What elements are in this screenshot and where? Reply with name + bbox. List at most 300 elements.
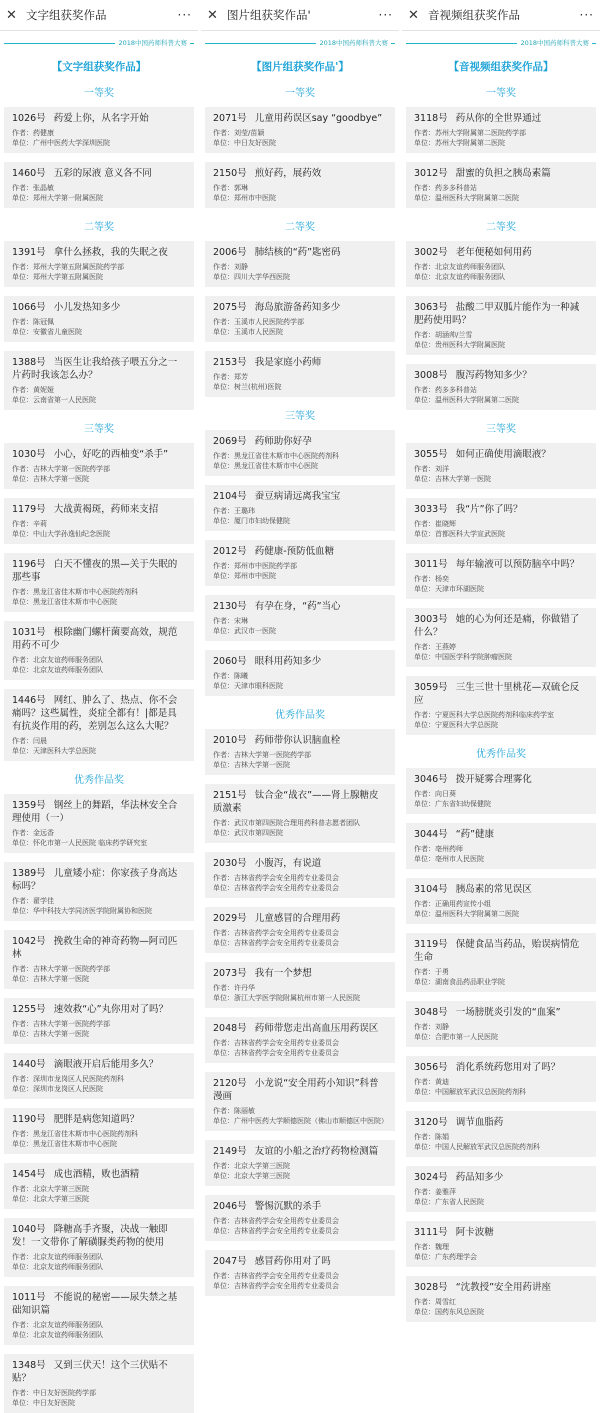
entry-number: 2012号 (213, 546, 247, 557)
entry-author: 作者：刘静 (414, 1023, 449, 1031)
entry-heading (213, 857, 387, 870)
entry-author: 作者：翟学佳 (12, 897, 54, 905)
award-entry[interactable] (406, 162, 596, 208)
entry-author: 作者：刘静 (213, 263, 248, 271)
award-entry[interactable] (4, 621, 194, 680)
article-window-1[interactable] (0, 0, 198, 1407)
award-entry[interactable] (406, 443, 596, 489)
entry-number: 2029号 (213, 913, 247, 924)
entry-unit: 单位：黑龙江省佳木斯市中心医院 (213, 462, 318, 470)
entry-number: 1389号 (12, 868, 46, 879)
award-entry[interactable] (406, 1221, 596, 1267)
entry-title: 降糖高手齐聚，决战一触即发！一文带你了解磺脲类药物的使用 (12, 1224, 168, 1248)
entry-title: 药师助你好孕 (254, 436, 312, 447)
entry-heading (12, 448, 186, 461)
entry-unit: 单位：广东药理学会 (414, 1253, 477, 1261)
entry-title: 友谊的小船之治疗药物检测篇 (254, 1146, 379, 1157)
entry-author: 作者：深圳市龙岗区人民医院药剂科 (12, 1075, 124, 1083)
entry-number: 1011号 (12, 1292, 46, 1303)
award-level-heading: 三等奖 (84, 424, 114, 435)
window-topbar (201, 0, 399, 31)
award-entry[interactable] (4, 862, 194, 921)
entry-author: 作者：刘洋 (414, 465, 449, 473)
entry-unit: 单位：合肥市第一人民医院 (414, 1033, 498, 1041)
entry-title: 阿卡波糖 (455, 1227, 494, 1238)
entry-heading (414, 1171, 588, 1184)
award-entry[interactable] (406, 553, 596, 599)
entry-title: 药健康-预防低血糖 (254, 546, 335, 557)
award-entry[interactable] (406, 1276, 596, 1322)
entry-heading (213, 301, 387, 314)
entry-unit: 单位：吉林大学第一医院 (12, 975, 89, 983)
entry-title: 感冒药你用对了吗 (254, 1256, 331, 1267)
entry-number: 3118号 (414, 113, 448, 124)
award-entry[interactable] (4, 1163, 194, 1209)
entry-author: 作者：刘莹/苗颖 (213, 129, 265, 137)
entry-number: 3120号 (414, 1117, 448, 1128)
entry-author: 作者：北京大学第三医院 (12, 1185, 89, 1193)
entry-author: 作者：郑芳 (213, 373, 248, 381)
entry-heading (12, 935, 186, 961)
entry-author: 作者：黄迪 (414, 1078, 449, 1086)
entry-author: 作者：宁夏医科大学总医院药剂科临床药学室 (414, 711, 554, 719)
entry-author: 作者：郑州市中医院药学部 (213, 562, 297, 570)
entry-author: 作者：周雪红 (414, 1298, 456, 1306)
award-entry[interactable] (406, 498, 596, 544)
award-entry[interactable] (205, 296, 395, 342)
entry-heading (414, 613, 588, 639)
entry-number: 2048号 (213, 1023, 247, 1034)
award-entry[interactable] (4, 1053, 194, 1099)
entry-author: 作者：亳州药师 (414, 845, 463, 853)
entry-heading (213, 246, 387, 259)
entry-title: 五彩的尿液 意义各不同 (53, 168, 152, 179)
entry-title: 拨开疑雾合理雾化 (455, 774, 532, 785)
window-title: 图片组获奖作品' (227, 8, 311, 22)
entry-title: 腹泻药物知多少？ (455, 370, 532, 381)
close-icon[interactable]: ✕ (207, 7, 218, 23)
entry-unit: 单位：怀化市第一人民医院 临床药学研究室 (12, 839, 148, 847)
entry-unit: 单位：郑州市中医院 (213, 572, 276, 580)
entry-author: 作者：吉林大学第一医院药学部 (12, 1020, 110, 1028)
entry-unit: 单位：天津医科大学总医院 (12, 747, 96, 755)
entry-author: 作者：药多多科普站 (414, 386, 477, 394)
more-options-icon[interactable]: ··· (177, 8, 192, 22)
entry-title: 眼科用药知多少 (254, 656, 322, 667)
award-entry[interactable] (406, 1001, 596, 1047)
award-entry[interactable] (406, 1056, 596, 1102)
entry-author: 作者：向日葵 (414, 790, 456, 798)
entry-author: 作者：姜雅萍 (414, 1188, 456, 1196)
entry-heading (213, 789, 387, 815)
entry-number: 1026号 (12, 113, 46, 124)
entry-unit: 单位：国药东风总医院 (414, 1308, 484, 1316)
award-entry[interactable] (4, 930, 194, 989)
entry-unit: 单位：苏州大学附属第二医院 (414, 139, 505, 147)
contest-label: 2018中国药师科普大赛 (316, 36, 391, 50)
entry-heading (213, 600, 387, 613)
entry-author: 作者：正确用药宣传小组 (414, 900, 491, 908)
entry-heading (213, 1200, 387, 1213)
entry-author: 作者：黑龙江省佳木斯市中心医院药剂科 (12, 588, 138, 596)
entry-title: 我是家庭小药师 (254, 357, 322, 368)
entry-title: 根除幽门螺杆菌要高效，规范用药不可少 (12, 627, 178, 651)
close-icon[interactable]: ✕ (6, 7, 17, 23)
entry-title: 甜蜜的负担之胰岛素篇 (455, 168, 551, 179)
contest-label: 2018中国药师科普大赛 (115, 36, 190, 50)
entry-title: 药从你的全世界通过 (455, 113, 542, 124)
entry-title: 警惕沉默的杀手 (254, 1201, 322, 1212)
entry-unit: 单位：吉林省药学会安全用药专业委员会 (213, 939, 339, 947)
entry-heading (414, 448, 588, 461)
award-entry[interactable] (406, 676, 596, 735)
entry-title: 海岛旅游备药知多少 (254, 302, 341, 313)
entry-unit: 单位：广州中医药大学顺德医院（佛山市顺德区中医院） (213, 1117, 388, 1125)
entry-title: 小腹泻，有说道 (254, 858, 322, 869)
entry-number: 1255号 (12, 1004, 46, 1015)
entry-author: 作者：吉林省药学会安全用药专业委员会 (213, 874, 339, 882)
award-entry[interactable] (205, 162, 395, 208)
entry-unit: 单位：吉林省药学会安全用药专业委员会 (213, 1227, 339, 1235)
entry-heading (414, 369, 588, 382)
award-entry[interactable] (406, 768, 596, 814)
entry-title: 药爱上你，从名字开始 (53, 113, 149, 124)
award-entry[interactable] (4, 296, 194, 342)
window-title: 音视频组获奖作品 (428, 8, 520, 22)
award-entry[interactable] (4, 1218, 194, 1277)
entry-unit: 单位：温州医科大学附属第二医院 (414, 910, 519, 918)
entry-heading (12, 1291, 186, 1317)
award-level-heading: 三等奖 (486, 424, 516, 435)
award-entry[interactable] (4, 998, 194, 1044)
entry-author: 作者：辛莉 (12, 520, 47, 528)
entry-unit: 单位：宁夏医科大学总医院 (414, 721, 498, 729)
entry-number: 2120号 (213, 1078, 247, 1089)
entry-number: 1359号 (12, 800, 46, 811)
entry-author: 作者：吉林省药学会安全用药专业委员会 (213, 1039, 339, 1047)
award-entry[interactable] (205, 907, 395, 953)
entry-unit: 单位：温州医科大学附属第二医院 (414, 194, 519, 202)
more-options-icon[interactable]: ··· (378, 8, 393, 22)
entry-title: 药师带您走出高血压用药误区 (254, 1023, 379, 1034)
entry-number: 3028号 (414, 1282, 448, 1293)
entry-number: 1388号 (12, 357, 46, 368)
entry-number: 1440号 (12, 1059, 46, 1070)
entry-unit: 单位：天津市眼科医院 (213, 682, 283, 690)
award-entry[interactable] (205, 1072, 395, 1131)
entry-heading (414, 938, 588, 964)
entry-title: 成也酒精，败也酒精 (53, 1169, 140, 1180)
entry-title: 肺结核的“药”匙密码 (254, 247, 341, 258)
entry-number: 2150号 (213, 168, 247, 179)
entry-title: 不能说的秘密——尿失禁之基础知识篇 (12, 1292, 178, 1316)
entry-unit: 单位：郑州大学第一附属医院 (12, 194, 103, 202)
award-entry[interactable] (406, 1166, 596, 1212)
award-level-heading: 二等奖 (486, 222, 516, 233)
entry-heading (213, 1022, 387, 1035)
entry-heading (12, 1168, 186, 1181)
entry-heading (12, 799, 186, 825)
entry-unit: 单位：北京友谊药师服务团队 (414, 273, 505, 281)
entry-unit: 单位：中国医学科学院肿瘤医院 (414, 653, 512, 661)
entry-author: 作者：吉林大学第一医院药学部 (12, 965, 110, 973)
entry-title: 我有一个梦想 (254, 968, 312, 979)
entry-author: 作者：武汉市第四医院合理用药科普志愿者团队 (213, 819, 360, 827)
award-entry[interactable] (205, 540, 395, 586)
more-options-icon[interactable]: ··· (579, 8, 594, 22)
entry-author: 作者：吉林大学第一医院药学部 (12, 465, 110, 473)
entry-author: 作者：药多多科普站 (414, 184, 477, 192)
award-entry[interactable] (205, 1195, 395, 1241)
entry-number: 2030号 (213, 858, 247, 869)
entry-title: 速效救“心”丸你用对了吗？ (53, 1004, 169, 1015)
award-entry[interactable] (205, 1250, 395, 1296)
entry-heading (414, 503, 588, 516)
award-entry[interactable] (4, 1108, 194, 1154)
award-entry[interactable] (4, 794, 194, 853)
entry-heading (414, 301, 588, 327)
entry-number: 3056号 (414, 1062, 448, 1073)
entry-heading (12, 167, 186, 180)
award-entry[interactable] (205, 241, 395, 287)
award-entry[interactable] (205, 1140, 395, 1186)
award-entry[interactable] (205, 351, 395, 397)
entry-number: 1042号 (12, 936, 46, 947)
entry-title: 小心，好吃的西柚变“杀手” (53, 449, 169, 460)
entry-author: 作者：于勇 (414, 968, 449, 976)
entry-author: 作者：黑龙江省佳木斯市中心医院药剂科 (12, 1130, 138, 1138)
entry-heading (414, 558, 588, 571)
entry-title: 儿童矮小症：你家孩子身高达标吗？ (12, 868, 178, 892)
entry-heading (213, 490, 387, 503)
entry-author: 作者：王璐玮 (213, 507, 255, 515)
entry-number: 2046号 (213, 1201, 247, 1212)
entry-heading (414, 828, 588, 841)
entry-heading (12, 112, 186, 125)
award-entry[interactable] (4, 107, 194, 153)
entry-unit: 单位：武汉市第四医院 (213, 829, 283, 837)
entry-title: 当医生让我给孩子喂五分之一片药时我该怎么办？ (12, 357, 178, 381)
entry-unit: 单位：广州中医药大学深圳医院 (12, 139, 110, 147)
entry-author: 作者：闫晨 (12, 737, 47, 745)
contest-banner (402, 36, 600, 50)
award-entry[interactable] (406, 608, 596, 667)
entry-unit: 单位：黑龙江省佳木斯市中心医院 (12, 1140, 117, 1148)
entry-number: 1391号 (12, 247, 46, 258)
entry-author: 作者：郑州大学第五附属医院药学部 (12, 263, 124, 271)
window-topbar (0, 0, 198, 31)
entry-unit: 单位：郑州市中医院 (213, 194, 276, 202)
entry-unit: 单位：华中科技大学同济医学院附属协和医院 (12, 907, 152, 915)
entry-title: 网红、肿么了、热点、你不会痛吗？这些属性，炎症全都有！|都是具有抗炎作用的药，差别怎么这么大呢？ (12, 695, 178, 732)
award-entry[interactable] (406, 1111, 596, 1157)
entry-number: 3063号 (414, 302, 448, 313)
entry-number: 2130号 (213, 601, 247, 612)
entry-author: 作者：中日友好医院药学部 (12, 1389, 96, 1397)
entry-number: 1460号 (12, 168, 46, 179)
entry-title: 大战黄褐斑，药师来支招 (53, 504, 159, 515)
entry-heading (12, 867, 186, 893)
entry-number: 3002号 (414, 247, 448, 258)
window-title: 文字组获奖作品 (26, 8, 107, 22)
entry-number: 2153号 (213, 357, 247, 368)
entry-title: 她的心为何还是痛，你做错了什么？ (414, 614, 580, 638)
award-level-heading: 优秀作品奖 (275, 710, 325, 721)
entry-number: 3046号 (414, 774, 448, 785)
entry-number: 1446号 (12, 695, 46, 706)
entry-author: 作者：北京友谊药师服务团队 (12, 1253, 103, 1261)
entry-author: 作者：陈曦 (213, 672, 248, 680)
award-entry[interactable] (205, 852, 395, 898)
entry-heading (414, 883, 588, 896)
award-entry[interactable] (205, 962, 395, 1008)
section-title: 【图片组获奖作品'】 (251, 61, 349, 73)
award-entry[interactable] (406, 107, 596, 153)
entry-title: 小龙说“安全用药小知识”科普漫画 (213, 1078, 379, 1102)
award-entry[interactable] (406, 878, 596, 924)
entry-number: 3104号 (414, 884, 448, 895)
entry-number: 3059号 (414, 682, 448, 693)
award-entry[interactable] (205, 1017, 395, 1063)
entry-unit: 单位：亳州市人民医院 (414, 855, 484, 863)
entry-number: 3003号 (414, 614, 448, 625)
entry-unit: 单位：武汉市一医院 (213, 627, 276, 635)
entry-unit: 单位：温州医科大学附属第二医院 (414, 396, 519, 404)
entry-unit: 单位：北京友谊药师服务团队 (12, 1331, 103, 1339)
entry-title: 每年输液可以预防脑卒中吗？ (455, 559, 580, 570)
entry-unit: 单位：北京大学第三医院 (12, 1195, 89, 1203)
entry-number: 1031号 (12, 627, 46, 638)
entry-title: 有孕在身，“药”当心 (254, 601, 341, 612)
entry-title: 又到三伏天！这个三伏贴不贴？ (12, 1360, 168, 1384)
award-level-heading: 一等奖 (84, 88, 114, 99)
entry-number: 3044号 (414, 829, 448, 840)
entry-unit: 单位：吉林大学第一医院 (213, 761, 290, 769)
entry-number: 3008号 (414, 370, 448, 381)
entry-heading (12, 1113, 186, 1126)
entry-heading (213, 1255, 387, 1268)
entry-title: 老年便秘如何用药 (455, 247, 532, 258)
entry-unit: 单位：云南省第一人民医院 (12, 396, 96, 404)
entry-title: 钢丝上的舞蹈，华法林安全合理使用（一） (12, 800, 178, 824)
entry-title: 儿童用药误区say “goodbye” (254, 113, 383, 124)
entry-unit: 单位：吉林省药学会安全用药专业委员会 (213, 884, 339, 892)
award-entry[interactable] (406, 823, 596, 869)
entry-number: 2071号 (213, 113, 247, 124)
entry-title: “药”健康 (455, 829, 495, 840)
entry-number: 1190号 (12, 1114, 46, 1125)
entry-unit: 单位：北京大学第三医院 (213, 1172, 290, 1180)
entry-heading (414, 1061, 588, 1074)
award-entry[interactable] (4, 553, 194, 612)
entry-unit: 单位：吉林大学第一医院 (12, 475, 89, 483)
entry-unit: 单位：北京友谊药师服务团队 (12, 666, 103, 674)
entry-unit: 单位：安徽省儿童医院 (12, 328, 82, 336)
entry-unit: 单位：深圳市龙岗区人民医院 (12, 1085, 103, 1093)
entry-unit: 单位：厦门市妇幼保健院 (213, 517, 290, 525)
entry-unit: 单位：广东省妇幼保健院 (414, 800, 491, 808)
entry-unit: 单位：天津市环湖医院 (414, 585, 484, 593)
award-entry[interactable] (205, 430, 395, 476)
entry-author: 作者：金远香 (12, 829, 54, 837)
entry-number: 2069号 (213, 436, 247, 447)
award-entry[interactable] (4, 1354, 194, 1413)
entry-unit: 单位：中日友好医院 (213, 139, 276, 147)
entry-number: 3055号 (414, 449, 448, 460)
entry-heading (12, 356, 186, 382)
award-entry[interactable] (4, 443, 194, 489)
entry-heading (213, 655, 387, 668)
award-entry[interactable] (205, 650, 395, 696)
award-entry[interactable] (4, 689, 194, 761)
award-entry[interactable] (4, 1286, 194, 1345)
award-entry[interactable] (4, 241, 194, 287)
entry-title: 滴眼液开启后能用多久？ (53, 1059, 159, 1070)
entry-heading (414, 246, 588, 259)
award-entry[interactable] (406, 241, 596, 287)
entry-author: 作者：北京友谊药师服务团队 (12, 656, 103, 664)
entry-author: 作者：吉林大学第一医院药学部 (213, 751, 311, 759)
contest-banner (201, 36, 399, 50)
entry-number: 2104号 (213, 491, 247, 502)
entry-author: 作者：吉林省药学会安全用药专业委员会 (213, 1217, 339, 1225)
entry-author: 作者：吉林省药学会安全用药专业委员会 (213, 1272, 339, 1280)
entry-number: 1196号 (12, 559, 46, 570)
entry-unit: 单位：四川大学华西医院 (213, 273, 290, 281)
award-entry[interactable] (205, 784, 395, 843)
entry-heading (414, 167, 588, 180)
entry-number: 3011号 (414, 559, 448, 570)
entry-unit: 单位：湖南食品药品职业学院 (414, 978, 505, 986)
award-entry[interactable] (4, 498, 194, 544)
entry-unit: 单位：中山大学孙逸仙纪念医院 (12, 530, 110, 538)
entry-unit: 单位：玉溪市人民医院 (213, 328, 283, 336)
entry-unit: 单位：树兰(杭州)医院 (213, 383, 282, 391)
entry-heading (213, 112, 387, 125)
entry-author: 作者：药健康 (12, 129, 54, 137)
award-entry[interactable] (406, 933, 596, 992)
entry-number: 1348号 (12, 1360, 46, 1371)
entry-author: 作者：北京友谊药师服务团队 (12, 1321, 103, 1329)
entry-author: 作者：魏理 (414, 1243, 449, 1251)
entry-unit: 单位：北京友谊药师服务团队 (12, 1263, 103, 1271)
entry-author: 作者：杨奕 (414, 575, 449, 583)
article-window-2[interactable] (201, 0, 399, 1290)
entry-author: 作者：玉溪市人民医院药学部 (213, 318, 304, 326)
entry-number: 1040号 (12, 1224, 46, 1235)
award-entry[interactable] (406, 296, 596, 355)
entry-number: 3111号 (414, 1227, 448, 1238)
award-entry[interactable] (406, 364, 596, 410)
entry-title: 肥胖是病您知道吗？ (53, 1114, 140, 1125)
article-window-3[interactable] (402, 0, 600, 1316)
entry-author: 作者：陈娟 (414, 1133, 449, 1141)
award-entry[interactable] (4, 351, 194, 410)
entry-author: 作者：张晶敏 (12, 184, 54, 192)
entry-heading (213, 1077, 387, 1103)
award-entry[interactable] (205, 107, 395, 153)
award-entry[interactable] (205, 485, 395, 531)
entry-heading (414, 1226, 588, 1239)
award-entry[interactable] (205, 595, 395, 641)
contest-banner (0, 36, 198, 50)
award-level-heading: 二等奖 (84, 222, 114, 233)
entry-number: 1030号 (12, 449, 46, 460)
close-icon[interactable]: ✕ (408, 7, 419, 23)
entry-title: 盐酸二甲双胍片能作为一种减肥药使用吗？ (414, 302, 580, 326)
award-entry[interactable] (205, 729, 395, 775)
award-entry[interactable] (4, 162, 194, 208)
